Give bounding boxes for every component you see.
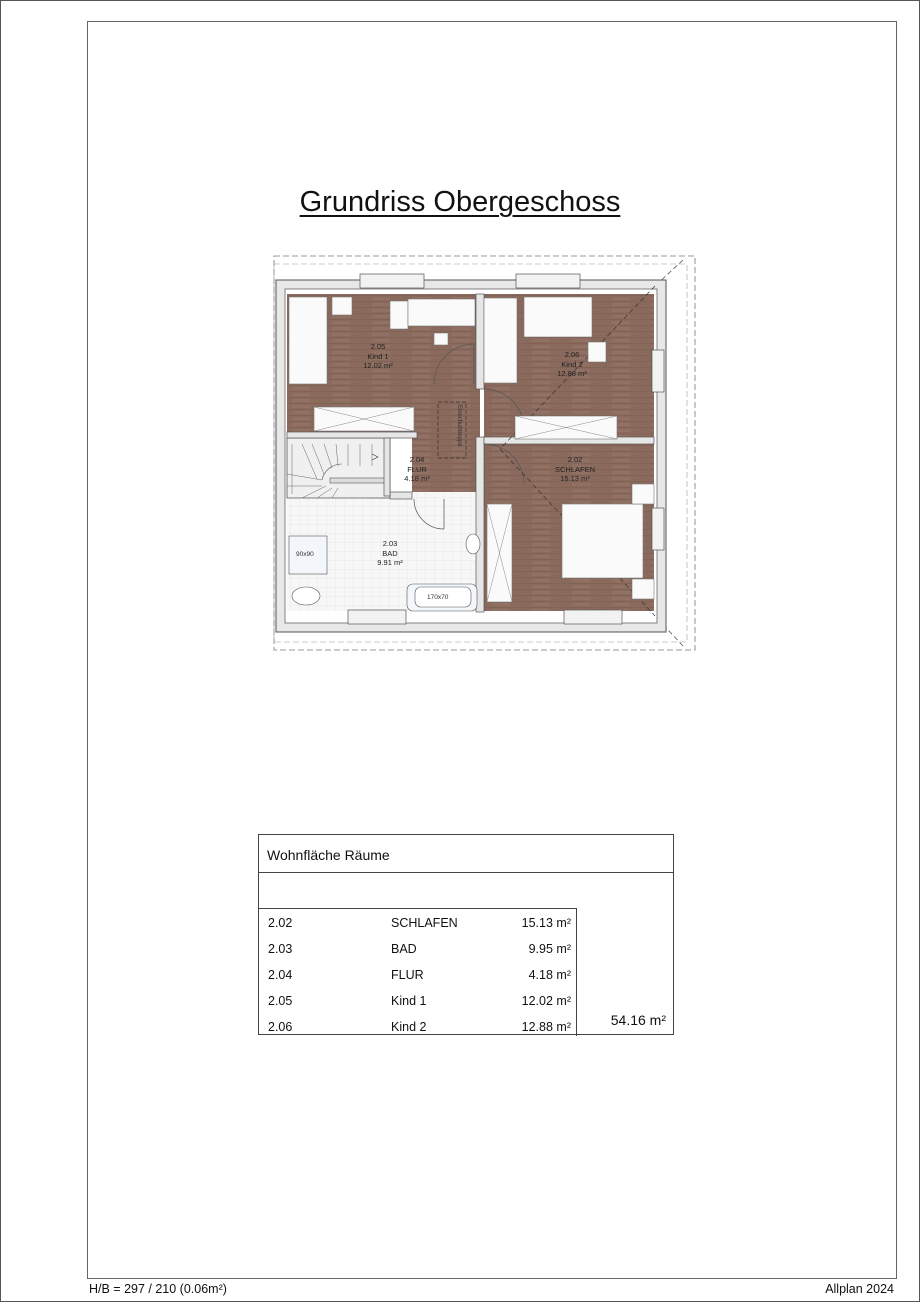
room-label-bad <box>377 539 402 568</box>
table-row <box>258 988 577 1014</box>
row-room-area: 15.13 m² <box>521 916 571 930</box>
table-row <box>258 962 577 988</box>
room-label-kind1 <box>363 342 393 371</box>
room-name: FLUR <box>407 464 427 474</box>
room-label-kind2 <box>557 350 587 379</box>
room-number: 2.05 <box>370 342 386 351</box>
row-room-area: 12.02 m² <box>521 994 571 1008</box>
table-row <box>258 936 577 962</box>
svg-text:Einschubtreppe: Einschubtreppe <box>456 405 462 447</box>
table-title: Wohnfläche Räume <box>267 847 390 863</box>
row-room-number: 2.05 <box>268 994 293 1008</box>
table-row <box>258 1014 577 1040</box>
row-room-area: 12.88 m² <box>521 1020 571 1034</box>
row-room-name: BAD <box>391 942 417 956</box>
table-header <box>259 835 673 873</box>
row-room-name: FLUR <box>391 968 424 982</box>
room-number: 2.04 <box>409 455 425 464</box>
room-label-flur <box>404 455 429 484</box>
room-area-list <box>258 908 577 1036</box>
room-name: SCHLAFEN <box>554 464 596 474</box>
row-room-area: 4.18 m² <box>528 968 571 982</box>
floor-plan <box>272 254 697 652</box>
software-credit: Allplan 2024 <box>825 1282 894 1296</box>
row-room-name: Kind 2 <box>391 1020 427 1034</box>
room-number: 2.06 <box>564 350 580 359</box>
room-area: 12.88 m² <box>557 369 587 378</box>
room-name: Kind 2 <box>561 359 583 369</box>
row-room-number: 2.02 <box>268 916 293 930</box>
row-room-name: SCHLAFEN <box>391 916 458 930</box>
room-name: BAD <box>382 548 398 558</box>
row-room-name: Kind 1 <box>391 994 427 1008</box>
row-room-area: 9.95 m² <box>528 942 571 956</box>
svg-text:170x70: 170x70 <box>427 594 449 601</box>
room-name: Kind 1 <box>367 351 389 361</box>
room-number: 2.02 <box>567 455 583 464</box>
total-area: 54.16 m² <box>610 1012 666 1028</box>
table-row <box>258 910 577 936</box>
row-room-number: 2.06 <box>268 1020 293 1034</box>
room-number: 2.03 <box>382 539 398 548</box>
sheet-size-info: H/B = 297 / 210 (0.06m²) <box>89 1282 227 1296</box>
room-area: 9.91 m² <box>377 558 403 567</box>
living-area-table <box>258 834 674 1035</box>
room-label-schlafen <box>555 455 595 484</box>
floor-plan-drawing <box>272 254 697 652</box>
drawing-title: Grundriss Obergeschoss <box>299 186 621 218</box>
room-area: 12.02 m² <box>363 361 393 370</box>
row-room-number: 2.03 <box>268 942 293 956</box>
room-area: 15.13 m² <box>560 474 590 483</box>
row-room-number: 2.04 <box>268 968 293 982</box>
svg-text:90x90: 90x90 <box>296 551 314 558</box>
room-area: 4.18 m² <box>404 474 430 483</box>
